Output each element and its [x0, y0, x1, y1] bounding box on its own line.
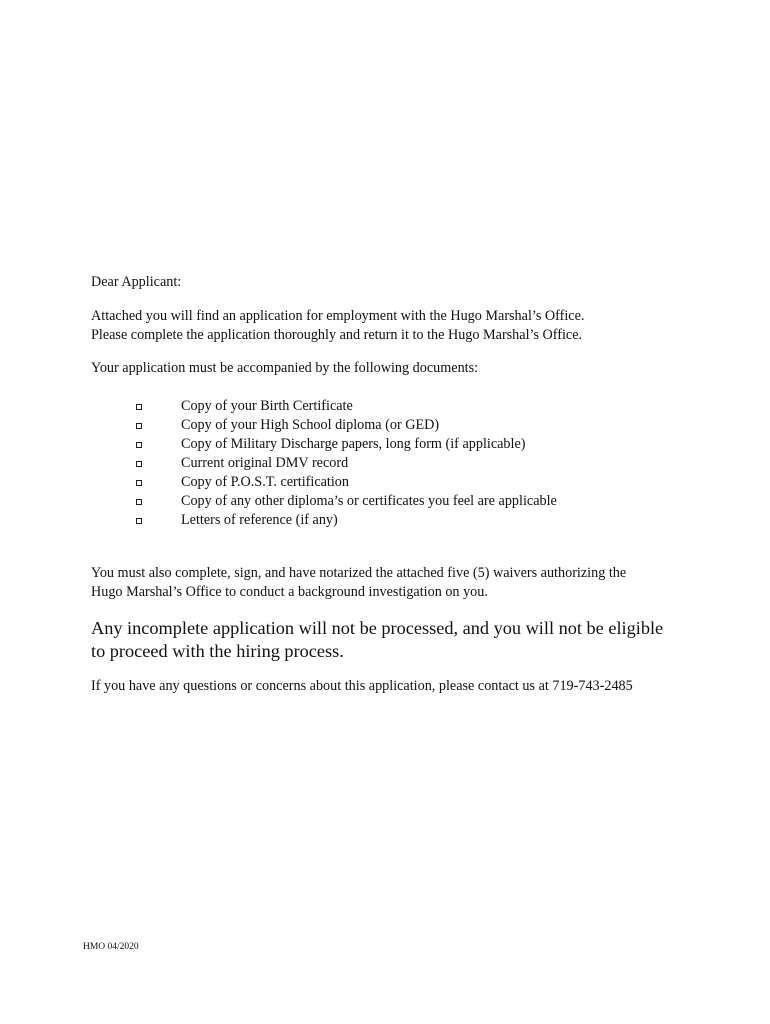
document-label: Current original DMV record	[181, 455, 349, 471]
contact-paragraph: If you have any questions or concerns about this application, please contact us at 719-743-2485	[91, 678, 633, 694]
checkbox-bullet-icon	[136, 480, 142, 486]
list-item	[0, 435, 770, 454]
incomplete-application-warning	[91, 617, 663, 663]
document-label: Copy of your Birth Certificate	[181, 398, 353, 414]
intro-line: Please complete the application thoroughly and return it to the Hugo Marshal’s Office.	[91, 327, 583, 343]
list-item	[0, 397, 770, 416]
list-item	[0, 511, 770, 530]
document-label: Copy of P.O.S.T. certification	[181, 474, 349, 490]
checkbox-bullet-icon	[136, 518, 142, 524]
required-documents-list	[0, 397, 770, 530]
intro-line: Attached you will find an application for employment with the Hugo Marshal’s Office.	[91, 308, 585, 324]
warning-line: to proceed with the hiring process.	[91, 641, 344, 661]
checkbox-bullet-icon	[136, 499, 142, 505]
checkbox-bullet-icon	[136, 442, 142, 448]
checkbox-bullet-icon	[136, 423, 142, 429]
document-label: Letters of reference (if any)	[181, 512, 338, 528]
document-label: Copy of any other diploma’s or certificates you feel are applicable	[181, 493, 557, 509]
warning-line: Any incomplete application will not be processed, and you will not be eligible	[91, 618, 664, 638]
document-label: Copy of your High School diploma (or GED)	[181, 417, 440, 433]
list-item	[0, 416, 770, 435]
waivers-line: You must also complete, sign, and have notarized the attached five (5) waivers authorizing the	[91, 565, 627, 581]
waivers-paragraph	[91, 564, 626, 602]
document-label: Copy of Military Discharge papers, long form (if applicable)	[181, 436, 526, 452]
form-code: HMO 04/2020	[83, 942, 139, 952]
checkbox-bullet-icon	[136, 404, 142, 410]
documents-intro: Your application must be accompanied by the following documents:	[91, 360, 479, 376]
list-item	[0, 492, 770, 511]
waivers-line: Hugo Marshal’s Office to conduct a background investigation on you.	[91, 584, 488, 600]
greeting: Dear Applicant:	[91, 274, 182, 290]
intro-paragraph	[91, 307, 584, 345]
list-item	[0, 454, 770, 473]
checkbox-bullet-icon	[136, 461, 142, 467]
list-item	[0, 473, 770, 492]
